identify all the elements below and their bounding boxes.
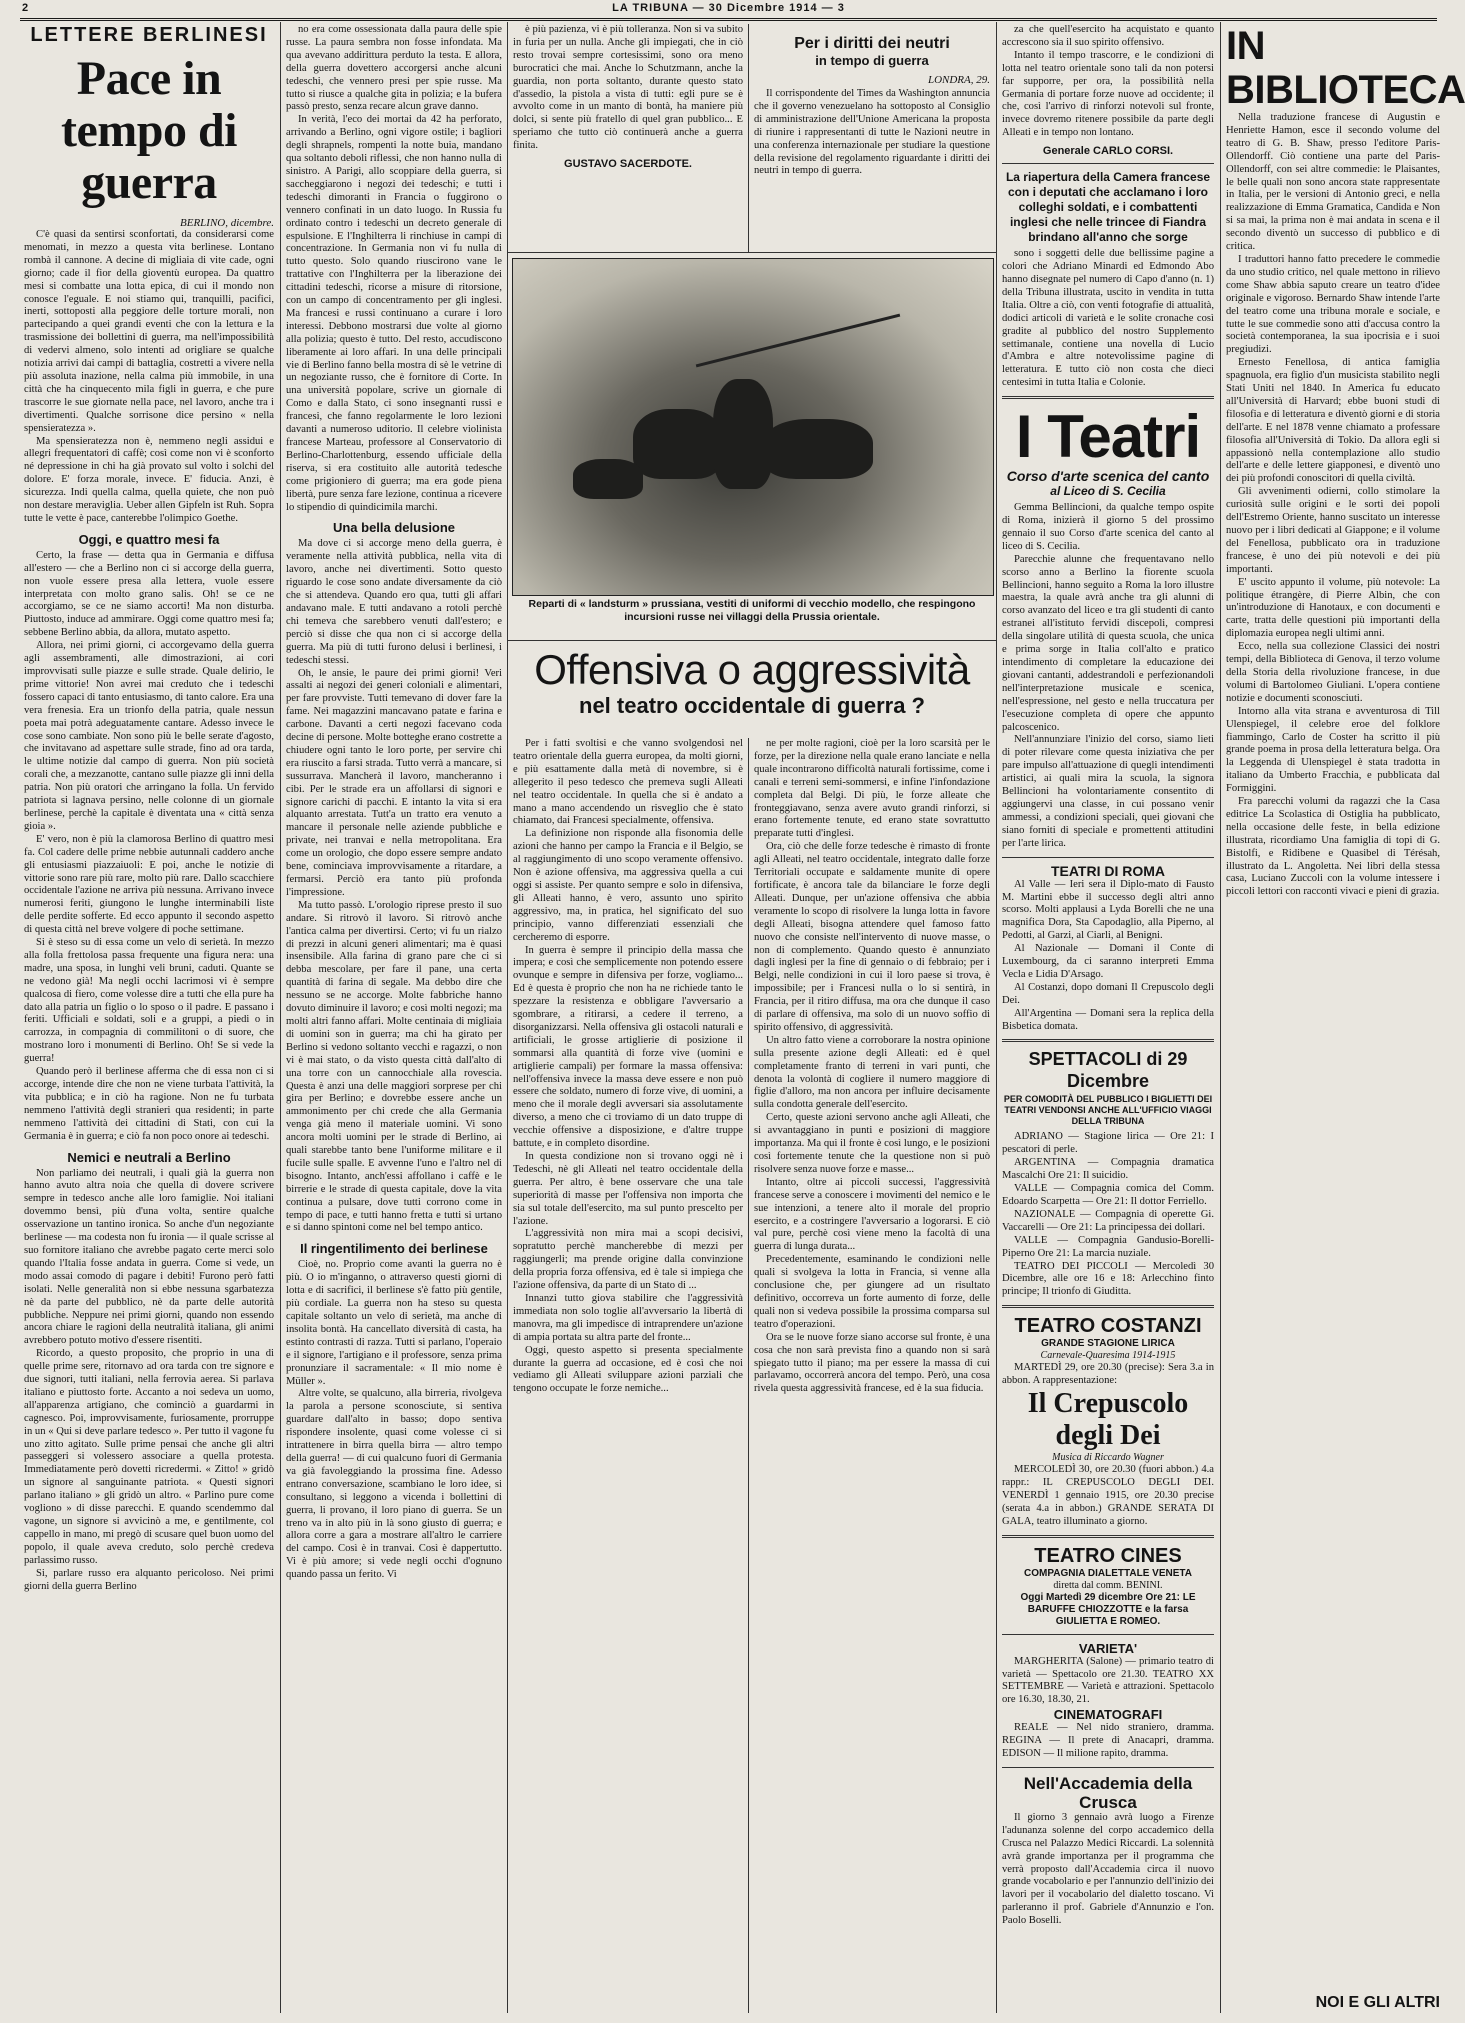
article-paragraph: Parecchie alunne che frequentavano nello scorso anno a Berlino la fiorente scuola Bellincioni, hanno seguito a Roma la loro illustre maestra, la quale avrà anche tra gli alunni di corso avanzato del liceo e tra gli studenti di canto estranei all'istituto fervidi discepoli, compresi della singolare utilità di questa scuola, che unica e prima sorge in Italia coll'alto e pratico intendimento di completare la educazione dei giovani cantanti, addestrandoli e perfezionandoli nell'interpretazione musicale e scenica, nell'espressione, nel gesto e nella truccatura per l'esecuzione completa di opere che appunto palcoscenico.	[1002, 553, 1214, 733]
section-kicker: LETTERE BERLINESI	[30, 24, 268, 46]
article-signature: GUSTAVO SACERDOTE.	[564, 158, 692, 171]
listing-item: VALLE — Compagnia comica del Comm. Edoardo Scarpetta — Ore 21: Il dottor Ferriello.	[1002, 1183, 1214, 1207]
divider	[1002, 1305, 1214, 1308]
bottom-column-title: NOI E GLI ALTRI	[1226, 1994, 1440, 2012]
article-paragraph: Intanto il tempo trascorre, e le condizioni di lotta nel teatro orientale sono tali da non potersi far supporre, per ora, la possibilità nella Germania di portare forze nuove ad occidente; il che, così l'arrivo di rinforzi notevoli sul fronte, invece dovremo ritenere possibile da parte degli Alleati e in tempo non lontano.	[1002, 49, 1214, 139]
column-rule	[748, 24, 749, 252]
article-paragraph: E' vero, non è più la clamorosa Berlino di quattro mesi fa. Col cadere delle prime nebbie autunnali caddero anche gli entusiasmi piazzaiuoli: E poi, anche le notizie di vittorie sono rare più rare, molto più rare. Dallo scacchiere occidentale l'azione ne arriva più nessuna. Arrivano invece numerosi feriti, giungono le lunghe interminabili liste delle perdite sofferte. Ed ecco appunto il secondo aspetto di questa città nel breve volgere di poche settimane.	[24, 833, 274, 936]
article-paragraph: Innanzi tutto giova stabilire che l'aggressività immediata non solo toglie all'avversario la libertà di manovra, ma gli impedisce di intraprendere un'azione di ampia portata su altra parte del fronte...	[513, 1292, 743, 1343]
article-paragraph: Al Valle — Ieri sera il Diplo-mato di Fausto M. Martini ebbe il successo degli altri anno scorso. Molti applausi a Lyda Borelli che ne una magnifica Dora, Sta Capodaglio, alla Piperno, al Pedotti, al Garzi, al Ciarli, al Benigni.	[1002, 878, 1214, 942]
article-paragraph: ne per molte ragioni, cioè per la loro scarsità per le forze, per la direzione nella quale erano lanciate e nella quale incontrarono difficoltà naturali fortissime, come i canali e terreni semi-sommersi, e infine l'infondazione completa dal Belgi. Di più, le forze alleate che fronteggiavano, senza avere avuto grandi rinforzi, si erano fortemente tenute, ed erano state sovrattutto preparate tutti d'inglesi.	[754, 738, 990, 840]
article-title: Per i diritti dei neutri	[794, 35, 950, 52]
divider	[1002, 1535, 1214, 1538]
column-rule	[507, 22, 508, 2013]
article-paragraph: Nella traduzione francese di Augustin e Henriette Hamon, esce il secondo volume del teatro di G. B. Shaw, presso l'editore Paris-Ollendorff. Ciò contiene una parte del Paris-Ollendorff, con sei altre commedie: le Plaisantes, le belle quali non sono ancora state rappresentate in Italia, per le versioni di Antonio greci, e nella realizzazione di Emma Gramatica, Candida e Non si sa mai, la prima non è mai andata in scena e il secondo diventò un successo di pubblico e di critica.	[1226, 112, 1440, 253]
cinematografi-text: REALE — Nel nido straniero, dramma. REGINA — Il prete di Anacapri, dramma. EDISON — Il milione rapito, dramma.	[1002, 1722, 1214, 1760]
article-paragraph: Quando però il berlinese afferma che di essa non ci si accorge, intende dire che non ne viene turbata l'attività, la vita pubblica; e in ciò ha ragione. Non ne fu turbata nemmeno l'attività degli stranieri qua residenti; in parte nemmeno l'attività dei cittadini di Stati, con cui la Germania è in guerra; e ciò fa non poco onore ai tedeschi.	[24, 1066, 274, 1142]
column-rule	[996, 22, 997, 2013]
soldier-figure	[573, 459, 643, 499]
column-rule	[280, 22, 281, 2013]
column-rule	[748, 738, 749, 2013]
teatri-heading: I Teatri	[1015, 403, 1201, 471]
article-paragraph: Ora se le nuove forze siano accorse sul fronte, è una cosa che non sarà prevista fino a quando non si sarà spiegato tutto il piano; ma per essere la massa di cui parlavamo, occorrerà ancora del tempo. Però, una cosa rivela questa aggressività francese, ed è la sua fiducia.	[754, 1331, 990, 1395]
column-offensiva-b	[754, 738, 990, 2019]
article-paragraph: In questa condizione non si trovano oggi nè i Tedeschi, nè gli Alleati nel teatro occidentale della guerra. Per altro, è bene osservare che una tale superiorità di masse per l'offensiva non importa che sia sul totale dell'esercito, ma sul punto prescelto per l'azione.	[513, 1151, 743, 1227]
cines-subtitle: COMPAGNIA DIALETTALE VENETA	[1024, 1567, 1192, 1579]
cines-title: TEATRO CINES	[1034, 1544, 1182, 1567]
article-paragraph: sono i soggetti delle due bellissime pagine a colori che Adriano Minardi ed Edmondo Abo hanno disegnate pel numero di Capo d'anno (n. 1) della Tribuna illustrata, uscito in vendita in tutta Italia. Oltre a ciò, con venti fotografie di attualità, dodici articoli di varietà e le solite cronache così gradite al pubblico del nostro Supplemento settimanale, contiene una novella di Lucio d'Ambra e altre notevolissime pagine di letteratura. E tutto ciò non costa che dieci centesimi in tutta Italia e Colonie.	[1002, 248, 1214, 389]
article-paragraph: Ma spensieratezza non è, nemmeno negli assidui e allegri frequentatori di caffè; così come non vi è sconforto né depressione in chi ha già provato sul volto i solchi del dolore. E' forza morale, invece. E' fiducia. Anzi, è sicurezza. Indi quella calma, quella quiete, che non può non destare meraviglia. Ueber allen Gipfeln ist Ruh. Sopra tutte le vette è pace, canterebbe l'olimpico Goethe.	[24, 435, 274, 524]
soldier-figure	[713, 379, 773, 489]
rifle-line	[696, 314, 900, 368]
page-header	[20, 2, 1437, 21]
article-paragraph: I traduttori hanno fatto precedere le commedie da uno studio critico, nel quale mettono in rilievo come Shaw abbia saputo creare un teatro d'idee originale e vigoroso. Bernardo Shaw intende l'arte del teatro come una tribuna morale e sociale, e tutte le sue commedie sono atti d'accusa contro la società contemporanea, la sua ipocrisia e i suoi pregiudizi.	[1226, 253, 1440, 356]
listing-item: ADRIANO — Stagione lirica — Ore 21: I pescatori di perle.	[1002, 1131, 1214, 1156]
costanzi-season: Carnevale-Quaresima 1914-1915	[1040, 1350, 1176, 1362]
costanzi-composer: Musica di Riccardo Wagner	[1052, 1452, 1164, 1464]
listing-item: ARGENTINA — Compagnia dramatica Mascalchi Ore 21: Il suicidio.	[1002, 1157, 1214, 1182]
article-paragraph: za che quell'esercito ha acquistato e quanto accrescono sia il suo spirito offensivo.	[1002, 24, 1214, 48]
article-paragraph: Altre volte, se qualcuno, alla birreria, rivolgeva la parola a persone sconosciute, si sentiva guardare dall'alto in basso; dopo sentiva rispondere insolente, quasi come volesse ci si intrattenere in birra quella birra — altro tempo della guerra! — di cui qualcuno fuori di Germania va già favoleggiando la prossima fine. Adesso entrano conversazione, scambiano le loro idee, si consultano, si leggono a vicenda i bollettini di guerra, li provano, il loro piano di guerra. Se un treno va in alto più in là sono giusto di guerra; e allora corre a gara a mostrare all'altro le carriere del campo. Così è in tranvai. Così è dappertutto. Vi è più amore; si vede negli occhi d'ognuno quando passa un ferito. Vi	[286, 1388, 502, 1581]
article-headline: Offensiva o aggressività	[534, 646, 970, 693]
divider	[1002, 857, 1214, 858]
article-paragraph: Intorno alla vita strana e avventurosa di Till Ulenspiegel, il celebre eroe del folklore fiammingo, Carlo de Coster ha scritto il più grande poema in prosa della letteratura belga. Ora la Leggenda di Ulenspiegel è stata tradotta in italiano da Umberto Fracchia, e pubblicata dal Formiggini.	[1226, 705, 1440, 795]
article-paragraph: C'è quasi da sentirsi sconfortati, da considerarsi come menomati, in mezzo a questa vita berlinese. Lontano rombà il cannone. A decine di migliaia di vite cade, ogni giorno; cade il fior della gioventù europea. Da quattro mesi si combatte una lotta epica, di cui il mondo non conosce l'eguale. E noi stiamo qui, tranquilli, pacifici, inerti, sottoposti alla peggiore delle torture morali, non partecipando a quei grandi eventi che con la lettura e la trasmissione dei bollettini di guerra, ma nell'impossibilità di vedervi almeno, solo intenti ad origliare se qualche notizia arrivi dai campi di battaglia, costretti a vivere nella più assoluta inazione, nella calma più immobile, in una città che ha cinquecento mila figli in guerra, e che pure trascorre le sue giornate nella pace, nel lavoro, anche tra i divertimenti. Qualche sorrisone dice persino « nella spensieratezza ».	[24, 229, 274, 434]
article-paragraph: In guerra è sempre il principio della massa che impera; e così che semplicemente non potendo essere ovunque e sempre in difensiva per forze, vogliamo... Ed è questa è proprio che non ha ne richiede tanto le spezzare la resistenza e obbligare l'avversario a sgombrare, a ritirarsi, a cedere il terreno, a disorganizzarsi. Nella offensiva gli ostacoli naturali e artificiali, le grosse artiglierie di posizione il sommarsi alla quantità di forze vive (uomini e artiglierie campali) per formare la massa offensiva: nell'offensiva invece la massa deve essere e non può essere che soldato, numero di forze vive, di uomini, a meno che il morale degli avversari sia assolutamente diverso, a meno che ci troviamo di un dato truppe di vecchie offensive a disposizione, e d'altre truppe battute, e in completo disordine.	[513, 944, 743, 1150]
article-paragraph: Il corrispondente del Times da Washington annuncia che il governo venezuelano ha sottoposto al Consiglio di amministrazione dell'Unione Americana la proposta di riunire i rappresentanti di tutte le Nazioni neutre in una conferenza internazionale per studiare la questione della revisione del regolamento riguardante i diritti dei neutri in tempo di guerra.	[754, 88, 990, 177]
divider	[1002, 163, 1214, 164]
article-paragraph: Ora, ciò che delle forze tedesche è rimasto di fronte agli Alleati, nel teatro occidentale, integrato dalle forze Territoriali occupate e saldamente munite di opere fortificate, è ancora tale da bilanciare le forze degli Alleati. Dunque, per un'azione offensiva che abbia veramente lo scopo di risolvere la lunga lotta in favore degli Alleati, bisogna attendere quel famoso fatto nuovo che consiste nell'intervento di nuove masse, o non di complemento. Quando questo è annunziato dagli inglesi per la fine di gennaio o di febbraio; per i Belgi, nelle condizioni in cui il loro paese si trova, è impossibile; per i Francesi nulla o lo si sentirà, in Francia, per il ritiro diffusa, ma ora che dunque il caso di parlare di offensiva, ma solo di un nuovo soffio di spirito offensivo, di aggressività.	[754, 841, 990, 1033]
soldier-figure	[633, 409, 723, 479]
article-paragraph: Al Nazionale — Domani il Conte di Luxembourg, da ci saranno interpreti Emma Vecla e Lidia D'Arsago.	[1002, 943, 1214, 980]
spettacoli-note: PER COMODITÀ DEL PUBBLICO I BIGLIETTI DEI TEATRI VENDONSI ANCHE ALL'UFFICIO VIAGGI DELLA TRIBUNA	[1003, 1094, 1213, 1127]
divider	[508, 252, 996, 253]
article-paragraph: Si è steso su di essa come un velo di serietà. In mezzo alla folla frettolosa passa frequente una figura nera: una madre, una sposa, in lunghi veli bruni, caduti. Quante se ne vedono già! Ma negli occhi lacrimosi vi è sempre qualcosa di fiero, come volesse dire a tutti che ella pure ha dato alla patria un figlio o lo sposo o il padre. E passano i feriti. Ufficiali e soldati, soli e a gruppi, a piedi o in carrozza, in compagnia di commilitoni o di suore, che mostrano loro i monumenti di Berlino. Oh! Se si vede la guerra!	[24, 937, 274, 1065]
costanzi-subtitle: GRANDE STAGIONE LIRICA	[1041, 1338, 1175, 1350]
column-lettere-berlinesi	[24, 24, 274, 2019]
article-dateline: BERLINO, dicembre.	[180, 217, 274, 229]
article-paragraph: Al Costanzi, dopo domani Il Crepuscolo degli Dei.	[1002, 981, 1214, 1006]
article-paragraph: Ricordo, a questo proposito, che proprio in una di quelle prime sere, ritornavo ad ora tarda con tre signore e due signori, tutti italiani, nella ferrovia aerea. Si parlava italiano e piuttosto forte. Accanto a noi sedeva un uomo, all'apparenza artigiano, che cominciò a guardarmi in cagnesco. Poi, improvvisamente, furiosamente, prorruppe in un « Qui si deve parlare tedesco ». Per tutto il vagone fu uno zitto agitato. Sulle prime pensai che anche gli altri passeggeri si volessero associare a quella protesta. Immediatamente però dovetti ricredermi. « Zitto! » gridò un signore al sanguinante patriota. « Questi signori parlano italiano » gli gridò un altro. « Parlino pure come vogliono » di disse parecchi. E quando scendemmo dal vagone, un signore si avvicinò a me, e gentilmente, col cappello in mano, mi pregò di scusare quel buon uomo del popolo, il quale aveva creduto, solo perchè credeva parlassimo russo.	[24, 1348, 274, 1566]
article-paragraph: no era come ossessionata dalla paura delle spie russe. La paura sembra non fosse infondata. Ma qua avevano addirittura perduto la testa. E allora, della guerra dovettero accorgersi anche alcuni tedeschi, che vennero presi per spie russe. Ma tutto si riusce a qualche gita in polizia; e la bufera passò presto, senza recare alcun grave danno.	[286, 24, 502, 113]
cines-director: diretta dal comm. BENINI.	[1053, 1579, 1163, 1591]
crusca-title: Nell'Accademia della Crusca	[1023, 1773, 1193, 1812]
divider	[1002, 1767, 1214, 1768]
corso-title: Corso d'arte scenica del canto	[1006, 468, 1210, 485]
article-paragraph: Certo, la frase — detta qua in Germania e diffusa all'estero — che a Berlino non ci si accorge della guerra, non vuole essere presa alla lettera, vuole essere interpretata con molto grano salis. Oh! se ce ne accorgiamo, se ce ne siamo accorti! Ma non disturba. Piuttosto, induce ad ammirare. Oggi come quattro mesi fa; sebbene Berlino abbia, da allora, mutato aspetto.	[24, 549, 274, 639]
article-paragraph: Fra parecchi volumi da ragazzi che la Casa editrice La Scolastica di Ostiglia ha pubblicato, nella occasione delle feste, in bella edizione illustrata, ricordiamo Una famiglia di topi di G. Bistolfi, e Ridibene e Quasibel di Térésah, illustrato da L. Angoletta. Nei libri della stessa casa, Luciano Zuccoli con la volume intessere i piccoli lettori con racconti vivaci e pieni di grazia.	[1226, 796, 1440, 898]
soldier-figure	[763, 419, 873, 479]
varieta-text: MARGHERITA (Salone) — primario teatro di varietà — Spettacolo ore 21.30. TEATRO XX SETTEMBRE — Varietà e attrazioni. Spettacolo ore 16.30, 18.30, 21.	[1002, 1655, 1214, 1706]
article-paragraph: Ecco, nella sua collezione Classici dei nostri tempi, della Biblioteca di Genova, il terzo volume della Storia della rivoluzione francese, in due volumi di Bartolomeo Giuliani. L'opera contiene notizie e documenti sconosciuti.	[1226, 641, 1440, 704]
column-lettere-berlinesi-cont	[286, 24, 502, 2019]
article-paragraph: Ernesto Fenellosa, di antica famiglia spagnuola, era figlio d'un musicista stabilito negli Stati Uniti nel 1840. In America fu educato all'Università di Harvard; ebbe buoni studi di filosofia e di letteratura e diventò giorni e di storia dell'arte. E nel 1878 venne chiamato a professare filosofia all'Università di Tokio. Da allora egli si appassionò nella contemplazione allo studio dell'arte e delle lettere giapponesi, e diventò uno dei più profondi conoscitori di quella civiltà.	[1226, 357, 1440, 485]
divider	[1002, 1039, 1214, 1042]
column-offensiva-a	[513, 738, 743, 2019]
divider	[508, 640, 996, 641]
article-paragraph: Il giorno 3 gennaio avrà luogo a Firenze l'adunanza solenne del corpo accademico della Crusca nel Palazzo Medici Riccardi. La solennità avrà grande importanza per il programma che verrà proposto dall'Accademia circa il nuovo grande vocabolario e per l'annunzio dell'inizio dei lavori per il vocabolario del dialetto toscano. Vi parleranno il prof. Gabriele d'Annunzio e l'on. Paolo Boselli.	[1002, 1811, 1214, 1927]
column-rule	[1220, 22, 1221, 2013]
costanzi-text: MARTEDÌ 29, ore 20.30 (precise): Sera 3.a in abbon. A rappresentazione:	[1002, 1362, 1214, 1387]
article-paragraph: Oh, le ansie, le paure dei primi giorni! Veri assalti ai negozi dei generi coloniali e alimentari, per fare provviste. Tutti temevano di dover fare la fame. Nei magazzini mancavano patate e farina e carbone. Davanti a certi negozi facevano coda decine di persone. Molte botteghe erano costrette a chiudere ogni tanto le loro porte, per servire chi era riuscito a farsi strada. Tutto verrà a mancare, si sussurrava. Mancherà il lavoro, mancheranno i cibi. Per le strade era un affollarsi di signori e signore carichi di pacchi. E intanto la vita si era alquanto arrestata. Tutt'a un tratto era venuto a mancare il personale nelle aziende pubbliche e private, nei tranvai e nella metropolitana. Era come un orologio, che dopo essere sempre andato bene, cominciava improvvisamente a ritardare, a fermarsi. Perciò era tanto più profonda l'impressione.	[286, 667, 502, 898]
article-paragraph: è più pazienza, vi è più tolleranza. Non si va subito in furia per un nulla. Anche gli impiegati, che in ciò resto trovai sempre cortesissimi, sono ora meno burocratici che mai. Anche lo Schutzmann, anche la guardia, non porta soltanto, durante questo stato d'assedio, la pistola a vista di tutti: egli pure se è avvolto come in un manto di bontà, ha maniere più dolci, si sente più fratello di quel gran pubblico... E speriamo che tutto ciò continuerà anche a guerra finita.	[513, 24, 743, 152]
article-paragraph: Nell'annunziare l'inizio del corso, siamo lieti di poter rilevare come questa iniziativa che per pare impulso all'attuazione di quegli intendimenti artistici, ai quali mira la scuola, la signora Bellincioni ha volontariamente consentito di aggiungervi una classe, in cui possano venir ammessi, a condizioni speciali, quei giovani che siano forniti di speciale e promettenti attitudini per l'arte lirica.	[1002, 734, 1214, 849]
costanzi-opera: Il Crepuscolo degli Dei	[1027, 1388, 1189, 1452]
article-subheadline: nel teatro occidentale di guerra ?	[579, 693, 925, 718]
article-paragraph: Gli avvenimenti odierni, collo stimolare la curiosità sulle origini e le sorti dei popoli dell'Estremo Oriente, hanno suscitato un interesse nuovo per i libri dedicati al Giappone; e il volume del Fenellosa, pubblicato ora in traduzione francese, è uno dei più notevoli e dei più importanti.	[1226, 486, 1440, 575]
article-paragraph: Intanto, oltre ai piccoli successi, l'aggressività francese serve a conoscere i movimenti del nemico e le sue intenzioni, a tenere alto il morale del proprio esercito, e a costringere l'avversario a logorarsi. E ciò val pure, perchè così viene meno la facoltà di una guerra di lunga durata...	[754, 1176, 990, 1253]
article-paragraph: Un altro fatto viene a corroborare la nostra opinione sulla presente azione degli Alleati: ed è quel completamente franto di terreni in vari punti, che denota la volontà di cogliere il numero maggiore di figlie d'alloro, ma non ancora per influire decisamente sulla condotta generale dell'esercito.	[754, 1034, 990, 1111]
article-subheading: Oggi, e quattro mesi fa	[78, 531, 220, 547]
news-photo	[512, 258, 994, 596]
varieta-title: VARIETA'	[1078, 1640, 1138, 1656]
photo-caption: Reparti di « landsturm » prussiana, vestiti di uniformi di vecchio modello, che respingono incursioni russe nei villaggi della Prussia orientale.	[528, 598, 976, 623]
column-biblioteca	[1226, 24, 1465, 2019]
article-signature: Generale CARLO CORSI.	[1042, 145, 1174, 158]
masthead: LA TRIBUNA — 30 Dicembre 1914 — 3	[612, 2, 845, 14]
column-teatri	[1002, 24, 1214, 2019]
article-paragraph: La definizione non risponde alla fisonomia delle azioni che hanno per campo la Francia e il Belgio, se al raggiungimento di uno scopo veramente offensivo. Non è azione offensiva, ma aggressiva quella a cui oggi si assiste. Per quanto sempre e solo in difensiva, gli Alleati hanno, è vero, assunto uno spirito aggressivo, ma, in pratica, hel significato del suo principio, vanno differenziati essenziali che cercheremo di esporre.	[513, 828, 743, 943]
listing-item: NAZIONALE — Compagnia di operette Gi. Vaccarelli — Ore 21: La principessa dei dollari.	[1002, 1208, 1214, 1233]
divider	[1002, 396, 1214, 399]
article-paragraph: Gemma Bellincioni, da qualche tempo ospite di Roma, inizierà il giorno 5 del prossimo gennaio il suo Corso d'arte scenica del canto al liceo di S. Cecilia.	[1002, 502, 1214, 552]
cinematografi-title: CINEMATOGRAFI	[1053, 1707, 1163, 1723]
article-subheading: Una bella delusione	[332, 520, 456, 536]
article-subtitle: in tempo di guerra	[815, 53, 929, 68]
listing-item: TEATRO DEI PICCOLI — Mercoledì 30 Dicembre, alle ore 16 e 18: Arlecchino finto principe; Il trionfo di Giuditta.	[1002, 1260, 1214, 1298]
column-diritti-neutri	[754, 24, 990, 252]
teatri-roma-title: TEATRI DI ROMA	[1050, 862, 1166, 879]
article-paragraph: Cioè, no. Proprio come avanti la guerra no è più. O io m'inganno, o attraverso questi giorni di lotta e di sacrifici, il berlinese s'è fatto più gentile, più cordiale. La guerra non ha steso su questa capitale soltanto un velo di serietà, ma anche di insolita bontà. Ha cancellato diversità di casta, ha estinto contrasti di razza. Tutti si parlano, l'operaio e il signore, l'artigiano e il professore, senza prima pronunziare il sacramentale: « Il mio nome è Müller ».	[286, 1259, 502, 1387]
article-subheading: Il ringentilimento dei berlinese	[300, 1241, 488, 1257]
column-continuation	[513, 24, 743, 252]
article-paragraph: E' uscito appunto il volume, più notevole: La politique étrangère, di Pierre Albin, che con un'introduzione di Hanotaux, e con documenti e carte, tratta delle questioni più importanti della diplomazia europea negli ultimi anni.	[1226, 576, 1440, 640]
article-paragraph: In verità, l'eco dei mortai da 42 ha perforato, arrivando a Berlino, ogni vigore ostile; i bagliori degli shrapnels, rompenti la notte buia, mandano qua soltanto deboli riflessi, che non hanno nulla di sinistro. A Parigi, allo scoppiare della guerra, si saccheggiarono i negozi dei tedeschi; e tutti i tedeschi dimoranti in Francia o fuggirono o vennero confinati in un dato luogo. In Russia fu ordinato contro i tedeschi un decreto generale di espulsione. E l'Inghilterra li rinchiuse in campi di concentrazione. In Germania non vi fu nulla di tutto questo. Solo quando riuscirono vane le trattative con l'Inghilterra per la liberazione dei cittadini tedeschi, ricorse a misure di ritorsione, con un campo di concentramento per gli inglesi. Ma francesi e russi continuano a curare i loro interessi. Debbono mostrarsi due volte al giorno alla polizia; questo è tutto. Del resto, accudiscono liberamente ai loro affari. In una delle principali vie di Berlino fanno bella mostra di sè le vetrine di un negoziante russo, che è fornitore di Corte. In una università popolare, scrive un giornale di Como e dalla Stato, ci sono insegnanti russi e francesi, che fanno regolarmente le loro lezioni davanti a numeroso uditorio. Il celebre violinista francese Marteau, professore al Conservatorio di Berlino-Charlottenburg, essendo ufficiale della riserva, si era costituito alle autorità tedesche come prigioniero di guerra; ma era gode piena libertà, pure senza fare lezione, continua a ricevere lo stipendio di quindicimila marchi.	[286, 114, 502, 513]
article-paragraph: Non parliamo dei neutrali, i quali già la guerra non hanno avuto altra noia che quella di dovere scrivere sempre in tedesco anche alle loro famiglie. Noi italiani dovemmo bensì, più d'una volta, sentire qualche osservazione un tantino ironica. So anche d'un negoziante berlinese — ma codesta non fu ironia — il quale scrisse al suo fornitore italiano che avrebbe pagato certe merci solo quando l'Italia fosse andata in guerra. Come si vede, un modo assai comodo di pagare i debiti! Furono però fatti isolati. Nelle generalità non si ebbe nessuna sgarbatezza nè da parte del pubblico, nè da parte delle autorità pubbliche. Neppure nei primi giorni, quando non essendo ancora chiare le ragioni della neutralità italiana, gli animi avrebbero potuto motivo d'essere risentiti.	[24, 1167, 274, 1347]
cines-text: Oggi Martedì 29 dicembre Ore 21: LE BARUFFE CHIOZZOTTE e la farsa GIULIETTA E ROMEO.	[1020, 1591, 1196, 1627]
article-headline: Pace in tempo di guerra	[61, 52, 237, 209]
article-paragraph: Ma tutto passò. L'orologio riprese presto il suo andare. Si ritrovò il lavoro. Si ritrovò anche l'antica calma per divertirsi. Certo; vi fu un rialzo di prezzi in alcuni generi alimentari; ma è quasi insensibile. Alla farina di grano pare che ci si debba mescolare, per fare il pane, una certa quantità di farina di segale. Ma debbo dire che nessuno se ne accorge. Molte fabbriche hanno dovuto diminuire il lavoro; e così molti negozi; ma molti altri fanno affari. Molte centinaia di migliaia di uomini son in guerra; ma chi ha girato per Berlino si vedono soltanto vecchi e ragazzi, o non vi è mai stato, o da visto questa città dall'alto di una torre con un cannocchiale alla rovescia. Questa è anzi una delle maggiori sorprese per chi gira per Berlino; e dovrebbe essere anche un ammonimento per chi crede che alla Germania venga già meno il materiale uomini. Vi sono ancora molti uomini per le strade di Berlino, ai quali starebbe tanto bene l'uniforme militare e il fucile sulle spalle. E avvenne l'uno e l'altro nel di bisogno. Intanto, anch'essi affollano i caffè e le birrerie e le strade di questa capitale, dove la vita continua a pulsare, dove tutti corrono come in tempo di pace, e tutti hanno fretta e tutti si urtano e si danno spintoni come nel bel tempo antico.	[286, 899, 502, 1234]
article-dateline: LONDRA, 29.	[927, 74, 990, 86]
page-number: 2	[22, 2, 30, 14]
article-paragraph: L'aggressività non mira mai a scopi decisivi, sopratutto perchè mancherebbe di mezzi per raggiungerli; ma prende origine dalla convinzione della propria forza offensiva, ed è tale si impiega che l'azione offensiva, da parte di un Stato di ...	[513, 1228, 743, 1292]
article-paragraph: Ma dove ci si accorge meno della guerra, è veramente nella attività pubblica, nella vita di lavoro, anche nei divertimenti. Sotto questo riguardo le cose sono andate diversamente da ciò che si attendeva. Quando ero qua, tutti gli affari andavano male. E tutti andavano a rotoli perchè chi temeva che sarebbero venuti dall'estero; e perciò si disse che qua non ci si accorge della guerra. Ma più di tutti furono delusi i berlinesi, i tedeschi stessi.	[286, 538, 502, 666]
article-paragraph: Oggi, questo aspetto si presenta specialmente durante la guerra ad occasione, ed è così che noi vediamo gli Alleati sviluppare azioni parziali che tengono occupate le forze nemiche...	[513, 1344, 743, 1395]
article-paragraph: Allora, nei primi giorni, ci accorgevamo della guerra agli assembramenti, alle dimostrazioni, ai cori improvvisati sulle piazze e sulle strade. Quale delirio, le prime vittorie! Non avrei mai creduto che i tedeschi fossero capaci di tanto entusiasmo, di tanto calore. Era una vera frenesia. Era un trionfo della patria, quale nessun poeta mai potrà adeguatamente cantare. Adesso invece le cose sono cambiate. Non sono più le belle serate d'agosto, che invitavano ad aspettare sulle strade, fino ad ora tarda, le ultime notizie dal campo di guerra. Non più società corali che, a mezzanotte, cantano sulle piazze gli inni della patria. Non più oratori che arringano la folla. Un fervido patriota si lagnava persino, nelle colonne di un giornale berlinese, perchè la capitale è diventata una « città senza gioia ».	[24, 640, 274, 832]
costanzi-more: MERCOLEDÌ 30, ore 20.30 (fuori abbon.) 4.a rappr.: IL CREPUSCOLO DEGLI DEI. VENERDÌ 1 gennaio 1915, ore 20.30 precise (serata 4.a in abbon.) GRANDE SERATA DI GALA, teatro illuminato a giorno.	[1002, 1464, 1214, 1527]
article-paragraph: Per i fatti svoltisi e che vanno svolgendosi nel teatro orientale della guerra europea, da molti giorni, e più esattamente dalla metà di novembre, si è allegerito il peso tedesco che premeva sugli Alleati nel teatro occidentale. In quella che si è andato a mano a mano accendendo un risveglio che è stato chiamato, dai Francesi specialmente, offensiva.	[513, 738, 743, 827]
listing-item: VALLE — Compagnia Gandusio-Borelli-Piperno Ore 21: La marcia nuziale.	[1002, 1234, 1214, 1259]
article-subheading: Nemici e neutrali a Berlino	[67, 1149, 231, 1165]
article-paragraph: All'Argentina — Domani sera la replica della Bisbetica domata.	[1002, 1007, 1214, 1032]
center-article-head	[512, 648, 992, 720]
article-paragraph: Certo, queste azioni servono anche agli Alleati, che si avvantaggiano in punti e posizioni di maggiore importanza. Ma qui il fronte è così lungo, e le posizioni così fortemente tenute che la questione non si può risolvere senza nuove forze e masse...	[754, 1112, 990, 1175]
article-paragraph: Precedentemente, esaminando le condizioni nelle quali si svolgeva la lotta in Francia, si venne alla conclusione che, per giungere ad un risultato definitivo, occorreva un forte aumento di forze, delle quali non si vedeva possibile la prossima comparsa sul teatro d'operazioni.	[754, 1254, 990, 1330]
riapertura-title: La riapertura della Camera francese con i deputati che acclamano i loro colleghi soldati, e i combattenti inglesi che nelle trincee di Fiandra brindano all'anno che sorge	[1005, 170, 1211, 245]
spettacoli-title: SPETTACOLI di 29 Dicembre	[1028, 1049, 1188, 1092]
corso-subtitle: al Liceo di S. Cecilia	[1050, 484, 1166, 499]
costanzi-title: TEATRO COSTANZI	[1014, 1315, 1202, 1338]
article-paragraph: Si, parlare russo era alquanto pericoloso. Nei primi giorni della guerra Berlino	[24, 1567, 274, 1592]
divider	[1002, 1634, 1214, 1635]
biblioteca-heading: IN BIBLIOTECA	[1226, 24, 1465, 112]
